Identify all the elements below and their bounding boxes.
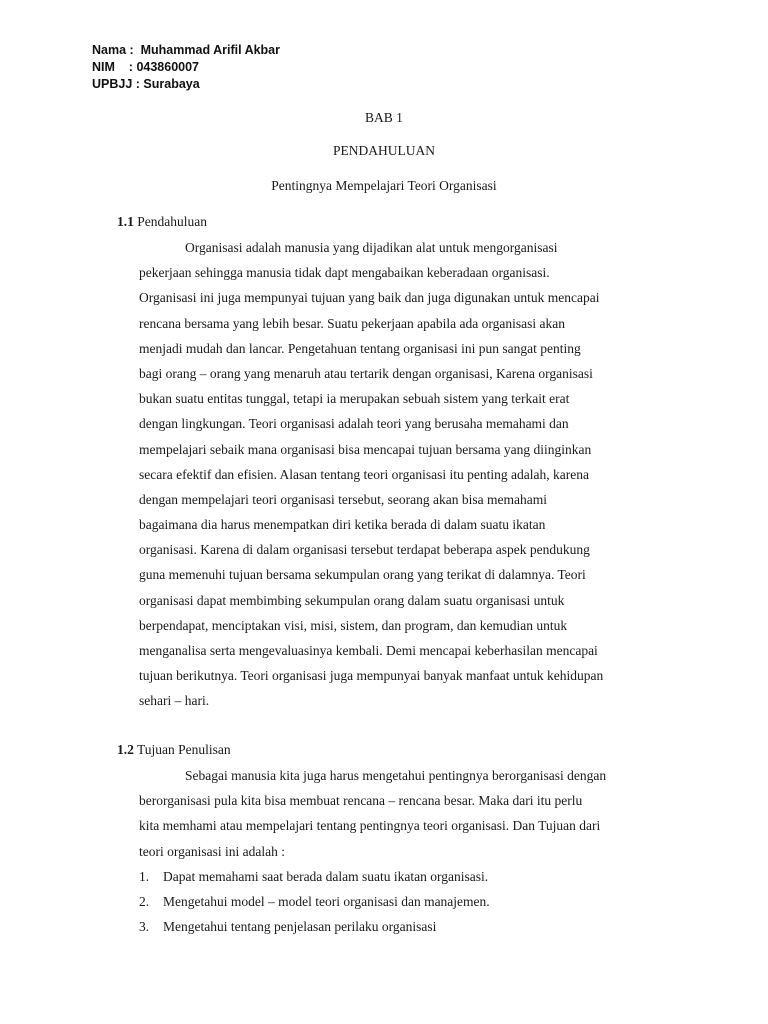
paragraph-line: dengan mempelajari teori organisasi tersebut, seorang akan bisa memahami <box>139 491 547 507</box>
section-paragraph <box>139 235 679 714</box>
paragraph-line: pekerjaan sehingga manusia tidak dapt mengabaikan keberadaan organisasi. <box>139 265 550 281</box>
chapter-subtitle: Pentingnya Mempelajari Teori Organisasi <box>271 178 497 193</box>
paragraph-line: Organisasi adalah manusia yang dijadikan alat untuk mengorganisasi <box>185 240 558 255</box>
name-line: Nama : Muhammad Arifil Akbar <box>92 43 281 57</box>
paragraph-line: berpendapat, menciptakan visi, misi, sistem, dan program, dan kemudian untuk <box>139 617 568 633</box>
paragraph-line: Organisasi ini juga mempunyai tujuan yang baik dan juga digunakan untuk mencapai <box>139 290 600 306</box>
list-item-number: 3. <box>139 919 150 935</box>
paragraph-line: sehari – hari. <box>139 693 210 709</box>
list-item-number: 1. <box>139 869 150 884</box>
list-item <box>139 864 490 889</box>
paragraph-line: dengan lingkungan. Teori organisasi adalah teori yang berusaha memahami dan <box>139 416 569 432</box>
paragraph-line: berorganisasi pula kita bisa membuat rencana – rencana besar. Maka dari itu perlu <box>139 793 583 809</box>
list-item <box>139 889 490 914</box>
objectives-list <box>139 864 490 940</box>
paragraph-line: bukan suatu entitas tunggal, tetapi ia merupakan sebuah sistem yang terkait erat <box>139 391 570 407</box>
section-paragraph <box>139 763 679 864</box>
section-title: Tujuan Penulisan <box>137 742 231 757</box>
paragraph-line: menganalisa serta mengevaluasinya kembali. Demi mencapai keberhasilan mencapai <box>139 643 598 658</box>
paragraph-line: menjadi mudah dan lancar. Pengetahuan tentang organisasi ini pun sangat penting <box>139 340 581 356</box>
list-item-text: Mengetahui tentang penjelasan perilaku organisasi <box>163 919 437 935</box>
nim-line: NIM : 043860007 <box>92 60 200 74</box>
paragraph-line: tujuan berikutnya. Teori organisasi juga mempunyai banyak manfaat untuk kehidupan <box>139 668 604 684</box>
paragraph-line: mempelajari sebaik mana organisasi bisa mencapai tujuan bersama yang diinginkan <box>139 441 592 457</box>
paragraph-line: secara efektif dan efisien. Alasan tentang teori organisasi itu penting adalah, karena <box>139 466 589 482</box>
paragraph-line: teori organisasi ini adalah : <box>139 843 285 859</box>
paragraph-line: organisasi. Karena di dalam organisasi tersebut terdapat beberapa aspek pendukung <box>139 542 590 558</box>
upbjj-line: UPBJJ : Surabaya <box>92 77 200 91</box>
paragraph-line: Sebagai manusia kita juga harus mengetahui pentingnya berorganisasi dengan <box>185 768 607 783</box>
section-title: Pendahuluan <box>137 214 207 229</box>
paragraph-line: organisasi dapat membimbing sekumpulan orang dalam suatu organisasi untuk <box>139 592 565 608</box>
section-number: 1.1 <box>117 214 134 229</box>
chapter-number: BAB 1 <box>365 110 403 125</box>
list-item <box>139 914 490 939</box>
paragraph-line: kita memhami atau mempelajari tentang pentingnya teori organisasi. Dan Tujuan dari <box>139 818 601 834</box>
chapter-title: PENDAHULUAN <box>333 143 435 158</box>
paragraph-line: rencana bersama yang lebih besar. Suatu pekerjaan apabila ada organisasi akan <box>139 315 565 331</box>
list-item-text: Mengetahui model – model teori organisasi dan manajemen. <box>163 894 490 910</box>
section-number: 1.2 <box>117 742 134 757</box>
student-info <box>92 42 280 93</box>
paragraph-line: bagi orang – orang yang menaruh atau tertarik dengan organisasi, Karena organisasi <box>139 365 593 381</box>
section-heading <box>117 742 231 758</box>
paragraph-line: guna memenuhi tujuan bersama sekumpulan orang yang terikat di dalamnya. Teori <box>139 567 586 583</box>
paragraph-line: bagaimana dia harus menempatkan diri ketika berada di dalam suatu ikatan <box>139 517 546 533</box>
list-item-number: 2. <box>139 894 150 910</box>
list-item-text: Dapat memahami saat berada dalam suatu ikatan organisasi. <box>163 869 489 884</box>
section-heading <box>117 214 207 230</box>
